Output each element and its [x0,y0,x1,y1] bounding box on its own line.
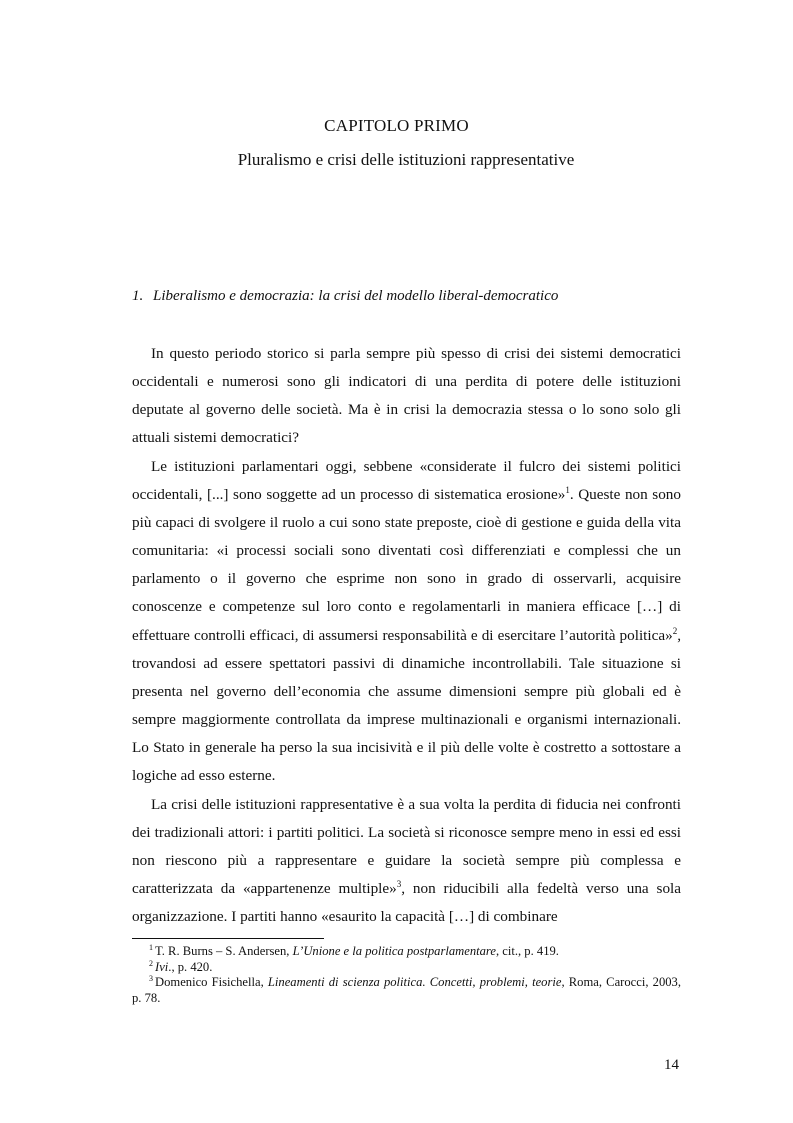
body-text [132,340,681,931]
footnote-ref: 1 [565,484,570,495]
text-run: . Queste non sono più capaci di svolgere il ruolo a cui sono state preposte, cioè di gestione e guida della vita comunitaria: «i processi sociali sono diventati così differenziati e complessi che un parlamento o il governo che esprime non sono in grado di osservarli, acquisire conoscenze e competenze sul loro conto e regolamentarli in maniera efficace […] di effettuare controlli efficaci, di assumersi responsabilità e di esercitare l’autorità politica» [132,485,681,644]
footnote-separator [132,938,324,939]
paragraph [132,340,681,453]
italic-text: Ivi [155,959,169,974]
footnote-number: 3 [149,974,153,984]
text-run: La crisi delle istituzioni rappresentative è a sua volta la perdita di fiducia nei confronti dei tradizionali attori: i partiti politici. La società si riconosce sempre meno in essi ed essi non riescono più a rappresentare e guidare la società sempre più complessa e caratterizzata da «appartenenze multiple» [132,795,681,897]
footnote-number: 1 [149,943,153,952]
text-run: T. R. Burns – S. Andersen, [155,944,293,958]
footnote [132,975,681,1006]
paragraph [132,453,681,791]
section-number: 1. [132,288,144,304]
footnote [132,960,681,976]
text-run: , cit., p. 419. [495,944,559,958]
text-run: , non riducibili alla fedeltà verso una sola organizzazione. I partiti hanno «esaurito la capacità […] di combinare [132,879,681,926]
page-number: 14 [664,1057,679,1073]
chapter-label: CAPITOLO PRIMO [324,116,469,135]
footnote-ref: 2 [672,625,678,636]
text-run: ., p. 420. [168,959,213,974]
section-title: Liberalismo e democrazia: la crisi del modello liberal-democratico [153,288,559,304]
italic-text: Lineamenti di scienza politica. Concetti, problemi, teorie, [267,975,565,990]
chapter-title: Pluralismo e crisi delle istituzioni rappresentative [237,150,575,169]
text-run: Le istituzioni parlamentari oggi, sebbene «considerate il fulcro dei sistemi politici occidentali, [...] sono soggette ad un processo di sistematica erosione» [132,457,681,503]
italic-text: L’Unione e la politica postparlamentare [292,944,496,958]
footnote-number: 2 [149,958,153,968]
text-run: Roma, Carocci, 2003, p. 78. [132,975,681,1005]
text-run: , trovandosi ad essere spettatori passivi di dinamiche incontrollabili. Tale situazione si presenta nel governo dell’economia che assume dimensioni sempre più globali ed è sempre maggiormente controllata da imprese multinazionali e organismi internazionali. Lo Stato in generale ha perso la sua incisività e il più delle volte è costretto a sottostare a logiche ad esso esterne. [132,626,681,785]
footnotes [132,944,681,1006]
text-run: In questo periodo storico si parla sempre più spesso di crisi dei sistemi democratici occidentali e numerosi sono gli indicatori di una perdita di potere delle istituzioni deputate al governo delle società. Ma è in crisi la democrazia stessa o lo sono solo gli attuali sistemi democratici? [132,345,681,447]
text-run: Domenico Fisichella, [155,975,268,990]
paragraph [132,791,681,932]
section-heading [132,288,558,305]
footnote-ref: 3 [396,878,402,889]
footnote [132,944,681,960]
